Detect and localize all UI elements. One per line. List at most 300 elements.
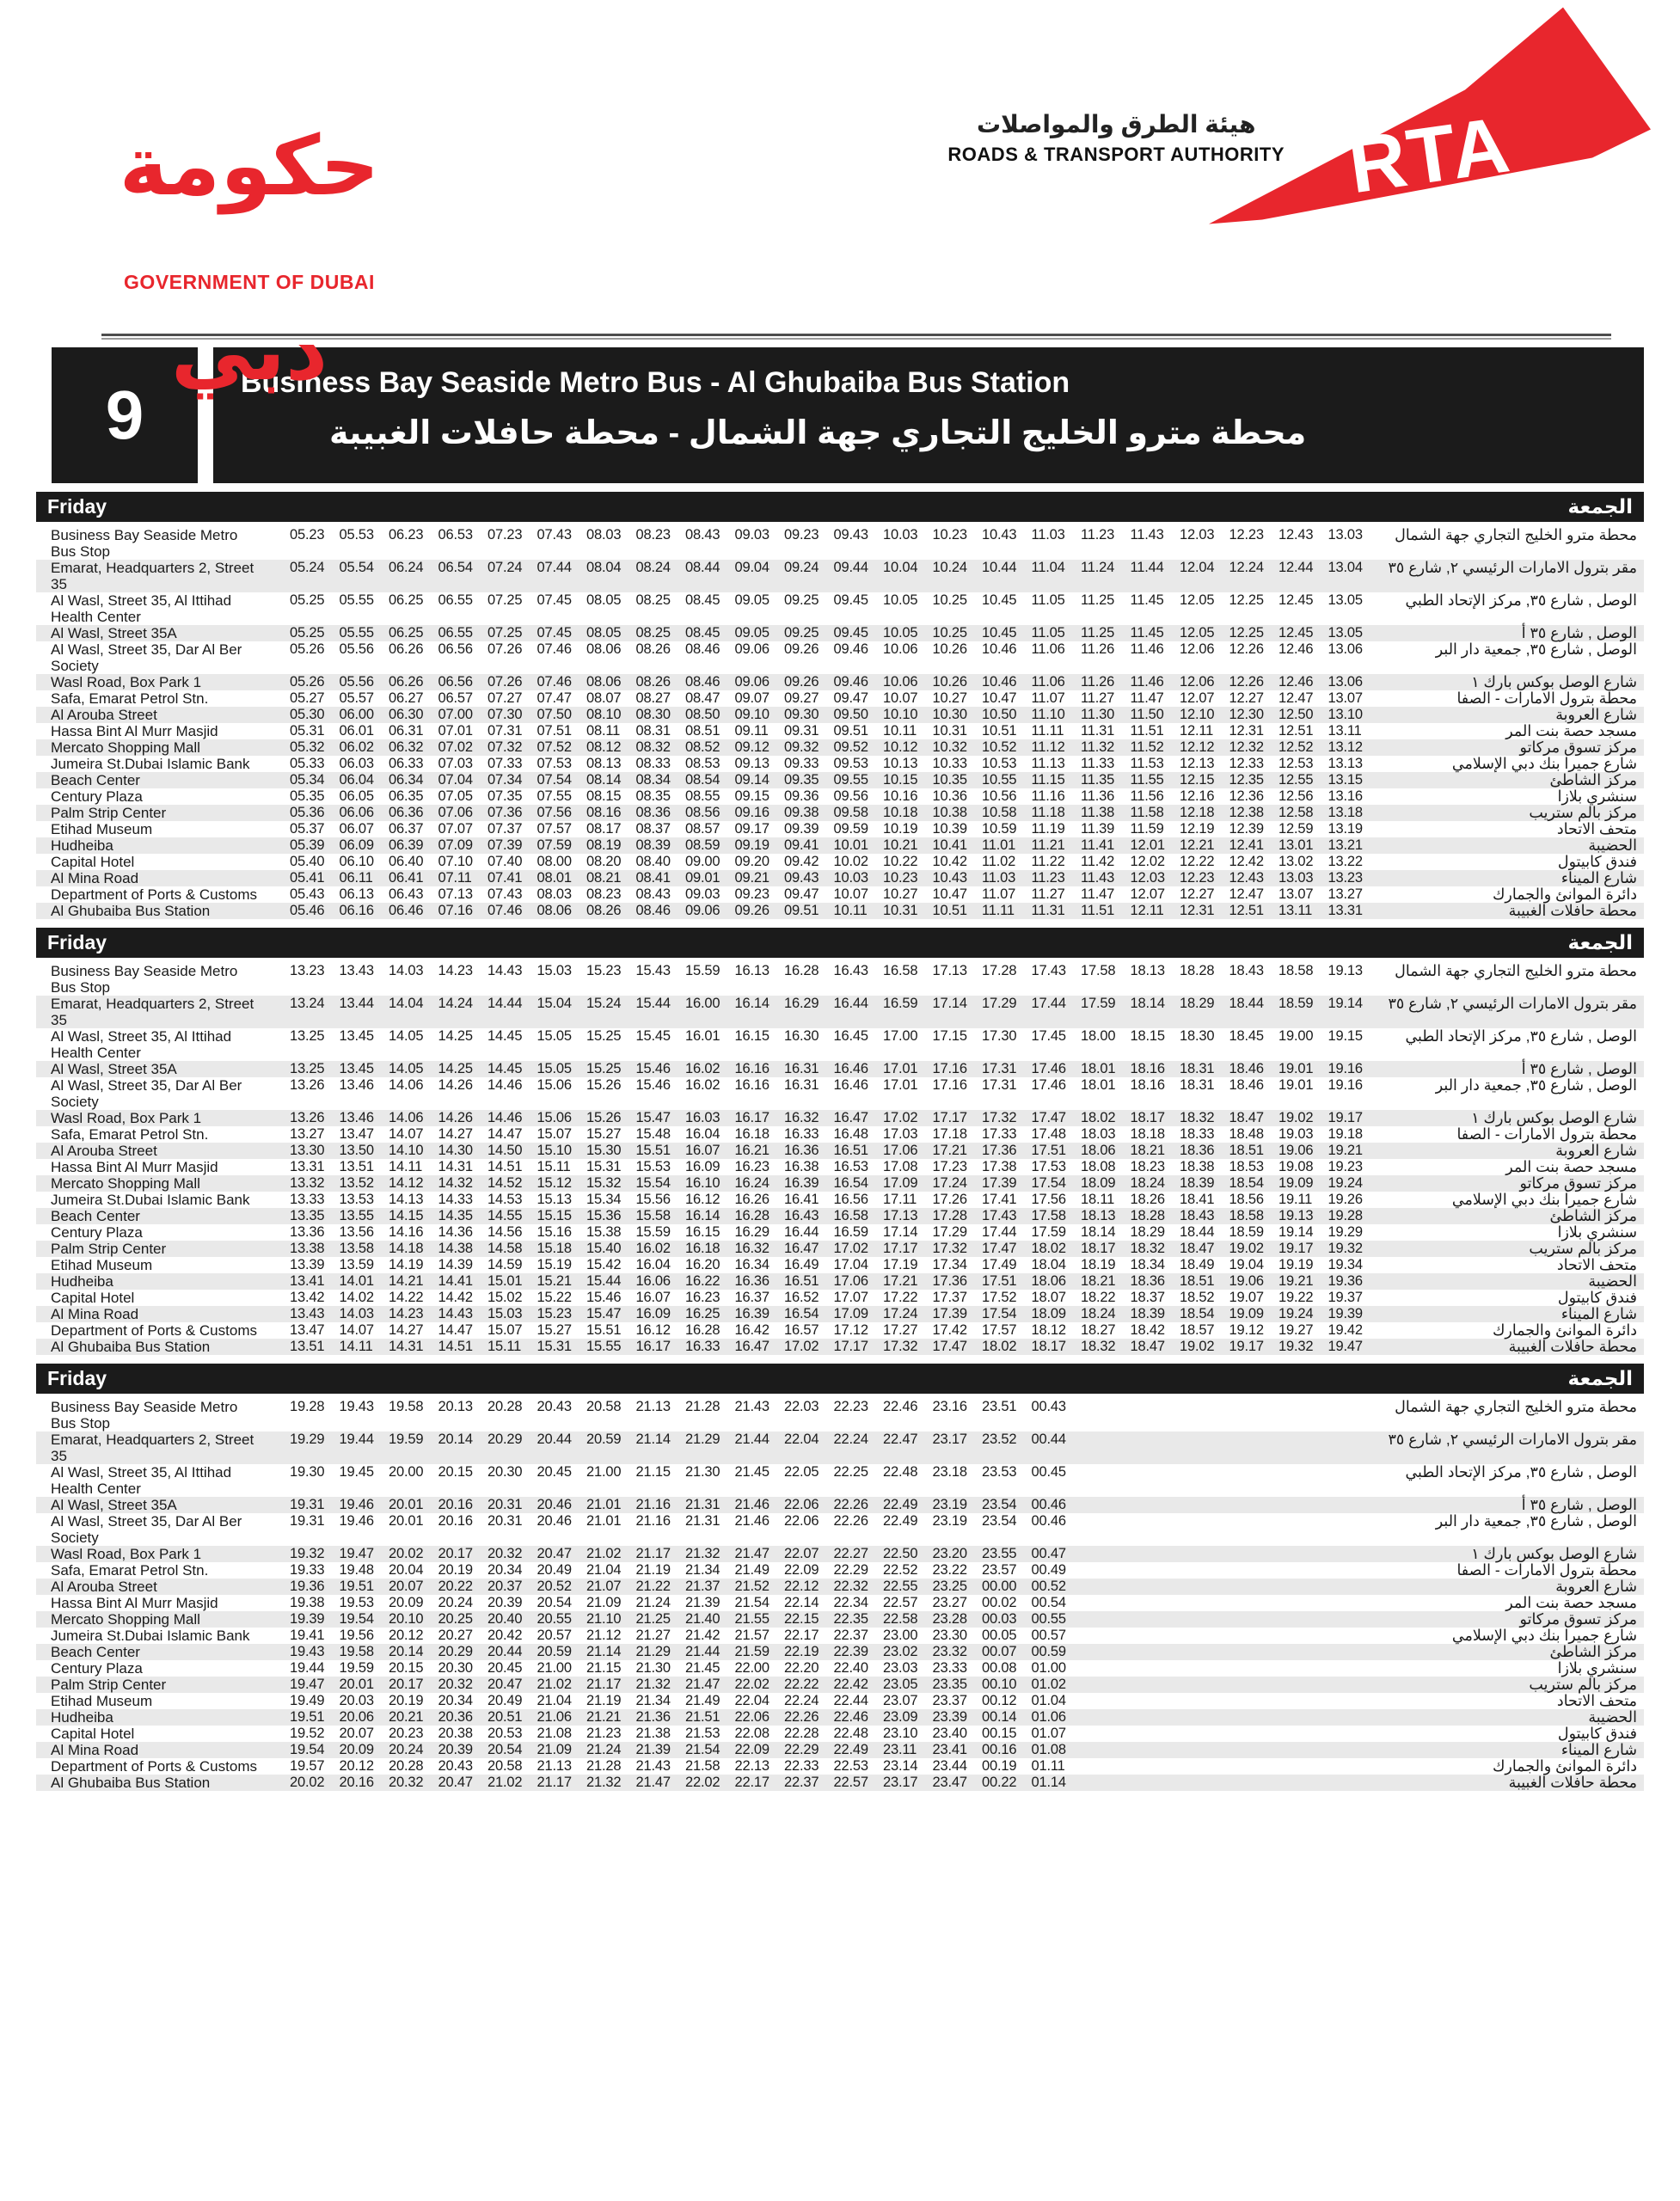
stop-name-en: Wasl Road, Box Park 1 (51, 674, 202, 690)
time-cell: 07.10 (438, 854, 473, 869)
table-row (36, 1464, 1644, 1497)
time-cell: 09.23 (734, 886, 769, 902)
time-cell: 09.59 (833, 821, 868, 837)
time-cell: 21.19 (586, 1693, 622, 1708)
time-cell: 12.18 (1180, 805, 1215, 820)
time-cell: 16.54 (833, 1175, 868, 1191)
time-cell: 16.57 (784, 1322, 819, 1338)
time-cell: 16.09 (635, 1306, 671, 1321)
time-cell: 17.38 (982, 1159, 1017, 1174)
time-cells (290, 690, 1378, 707)
time-cell: 17.49 (982, 1257, 1017, 1272)
time-cell: 20.54 (487, 1742, 523, 1757)
time-cell: 06.37 (389, 821, 424, 837)
time-cell: 16.31 (784, 1077, 819, 1093)
time-cell: 11.43 (1081, 870, 1115, 886)
stop-name-en: Al Arouba Street (51, 1579, 157, 1595)
time-cell: 01.04 (1031, 1693, 1066, 1708)
time-cell: 07.45 (536, 592, 572, 608)
time-cells (290, 1628, 1378, 1644)
time-cell: 09.03 (685, 886, 720, 902)
time-cell: 23.44 (932, 1758, 967, 1774)
time-cell: 11.06 (1031, 641, 1065, 657)
time-cell: 15.11 (536, 1159, 571, 1174)
time-cell: 23.17 (932, 1432, 967, 1447)
stop-name-en: Palm Strip Center (51, 805, 167, 821)
table-row (36, 805, 1644, 821)
table-row (36, 674, 1644, 690)
time-cell: 22.15 (784, 1611, 819, 1627)
time-cell: 20.34 (438, 1693, 473, 1708)
time-cell: 17.15 (932, 1028, 967, 1044)
table-row (36, 1257, 1644, 1273)
time-cell: 10.25 (932, 592, 967, 608)
table-row (36, 1742, 1644, 1758)
time-cell: 11.33 (1081, 756, 1115, 771)
time-cells (290, 1677, 1378, 1693)
time-cell: 18.45 (1229, 1028, 1264, 1044)
time-cell: 10.39 (932, 821, 967, 837)
time-cell: 12.13 (1180, 756, 1215, 771)
time-cell: 12.43 (1278, 527, 1314, 543)
time-cell: 00.54 (1031, 1595, 1066, 1610)
time-cell: 00.44 (1031, 1432, 1066, 1447)
time-cell: 09.38 (784, 805, 819, 820)
timetable-rows (36, 963, 1644, 1355)
time-cell: 10.12 (883, 739, 918, 755)
time-cell: 06.10 (339, 854, 374, 869)
time-cell: 20.23 (389, 1726, 424, 1741)
time-cells (290, 739, 1378, 756)
time-cell: 20.46 (536, 1513, 572, 1529)
time-cell: 20.12 (389, 1628, 424, 1643)
time-cell: 12.44 (1278, 560, 1314, 575)
time-cell: 22.08 (734, 1726, 769, 1741)
stop-name-en: Al Wasl, Street 35, Dar Al Ber Society (51, 1513, 242, 1546)
time-cell: 08.05 (586, 592, 622, 608)
time-cell: 00.55 (1031, 1611, 1066, 1627)
time-cells (290, 592, 1378, 609)
time-cell: 21.01 (586, 1513, 622, 1529)
time-cell: 11.35 (1081, 772, 1115, 788)
time-cell: 17.06 (833, 1273, 868, 1289)
time-cell: 06.25 (389, 592, 424, 608)
stop-name-en: Safa, Emarat Petrol Stn. (51, 1126, 209, 1143)
time-cell: 21.14 (586, 1644, 622, 1659)
time-cell: 11.46 (1130, 641, 1164, 657)
time-cell: 09.30 (784, 707, 819, 722)
time-cell: 18.31 (1180, 1077, 1215, 1093)
time-cell: 13.59 (339, 1257, 374, 1272)
time-cell: 21.24 (586, 1742, 622, 1757)
time-cell: 19.39 (1327, 1306, 1363, 1321)
time-cell: 16.37 (734, 1290, 769, 1305)
stop-name-en: Hassa Bint Al Murr Masjid (51, 723, 218, 739)
time-cell: 18.17 (1130, 1110, 1165, 1125)
time-cell: 19.42 (1327, 1322, 1363, 1338)
time-cell: 17.36 (982, 1143, 1017, 1158)
stop-name-en: Capital Hotel (51, 854, 135, 870)
time-cell: 09.10 (734, 707, 769, 722)
table-row (36, 870, 1644, 886)
time-cell: 19.17 (1229, 1339, 1264, 1354)
time-cell: 11.53 (1130, 756, 1164, 771)
time-cell: 16.28 (784, 963, 819, 978)
stop-name-en: Business Bay Seaside Metro Bus Stop (51, 1399, 238, 1432)
time-cell: 19.59 (339, 1660, 374, 1676)
stop-name-ar: الوصل , شارع ٣٥, مركز الإتحاد الطبي (1405, 1027, 1637, 1045)
stop-name-en: Al Mina Road (51, 870, 139, 886)
time-cell: 10.51 (982, 723, 1017, 739)
stop-name-ar: محطة بترول الامارات - الصفا (1456, 1125, 1637, 1143)
stop-name-en: Hudheiba (51, 1709, 113, 1726)
table-row (36, 854, 1644, 870)
time-cell: 14.46 (487, 1110, 523, 1125)
time-cell: 14.51 (438, 1339, 473, 1354)
time-cell: 05.56 (339, 674, 374, 690)
time-cell: 08.25 (635, 625, 671, 641)
time-cell: 23.11 (883, 1742, 917, 1757)
time-cells (290, 1611, 1378, 1628)
time-cell: 17.01 (883, 1061, 918, 1076)
table-row (36, 723, 1644, 739)
time-cell: 17.54 (982, 1306, 1017, 1321)
time-cell: 20.14 (389, 1644, 424, 1659)
time-cell: 12.11 (1130, 903, 1164, 918)
time-cell: 22.50 (883, 1546, 918, 1561)
time-cell: 15.51 (586, 1322, 622, 1338)
time-cell: 23.05 (883, 1677, 918, 1692)
time-cell: 11.31 (1031, 903, 1065, 918)
time-cell: 14.52 (487, 1175, 523, 1191)
time-cell: 10.26 (932, 674, 967, 690)
time-cell: 15.06 (536, 1110, 572, 1125)
time-cell: 20.45 (536, 1464, 572, 1480)
time-cell: 09.55 (833, 772, 868, 788)
time-cell: 20.32 (487, 1546, 523, 1561)
time-cell: 13.12 (1327, 739, 1363, 755)
time-cells (290, 963, 1378, 979)
table-row (36, 1758, 1644, 1775)
time-cell: 17.22 (883, 1290, 918, 1305)
time-cell: 09.11 (734, 723, 769, 739)
time-cell: 06.36 (389, 805, 424, 820)
timetable-sections (0, 492, 1680, 1791)
time-cells (290, 1273, 1378, 1290)
time-cell: 06.06 (339, 805, 374, 820)
time-cell: 14.41 (438, 1273, 473, 1289)
time-cell: 10.25 (932, 625, 967, 641)
time-cell: 13.27 (1327, 886, 1363, 902)
time-cell: 18.02 (982, 1339, 1017, 1354)
time-cell: 13.03 (1327, 527, 1363, 543)
time-cell: 17.09 (833, 1306, 868, 1321)
time-cell: 19.16 (1327, 1061, 1363, 1076)
stop-name-ar: متحف الاتحاد (1556, 1256, 1637, 1273)
time-cell: 18.53 (1229, 1159, 1264, 1174)
time-cell: 08.46 (685, 641, 720, 657)
time-cell: 22.48 (833, 1726, 868, 1741)
time-cell: 15.25 (586, 1028, 622, 1044)
time-cell: 22.14 (784, 1595, 819, 1610)
time-cell: 09.21 (734, 870, 769, 886)
time-cell: 06.13 (339, 886, 374, 902)
time-cell: 22.17 (784, 1628, 819, 1643)
time-cell: 07.55 (536, 788, 572, 804)
time-cell: 16.04 (685, 1126, 720, 1142)
time-cell: 09.14 (734, 772, 769, 788)
time-cell: 20.14 (438, 1432, 473, 1447)
table-row (36, 1208, 1644, 1224)
time-cell: 07.44 (536, 560, 572, 575)
time-cell: 20.16 (438, 1497, 473, 1512)
time-cell: 18.21 (1130, 1143, 1165, 1158)
time-cell: 19.01 (1278, 1061, 1314, 1076)
time-cell: 12.51 (1278, 723, 1314, 739)
time-cell: 19.03 (1278, 1126, 1314, 1142)
header-divider (101, 334, 1611, 340)
time-cell: 09.33 (784, 756, 819, 771)
time-cell: 22.29 (784, 1742, 819, 1757)
table-row (36, 1726, 1644, 1742)
time-cell: 16.02 (685, 1061, 720, 1076)
time-cell: 16.58 (883, 963, 918, 978)
time-cells (290, 805, 1378, 821)
time-cell: 18.51 (1229, 1143, 1264, 1158)
time-cell: 17.39 (932, 1306, 967, 1321)
stop-name-ar: الحضيبة (1588, 1708, 1637, 1726)
time-cell: 15.32 (586, 1175, 622, 1191)
time-cells (290, 821, 1378, 837)
time-cell: 16.29 (784, 996, 819, 1011)
time-cell: 23.28 (932, 1611, 967, 1627)
time-cell: 19.24 (1278, 1306, 1314, 1321)
time-cell: 18.02 (1031, 1241, 1066, 1256)
time-cell: 06.53 (438, 527, 473, 543)
time-cell: 19.22 (1278, 1290, 1314, 1305)
time-cell: 01.11 (1031, 1758, 1065, 1774)
time-cell: 11.41 (1081, 837, 1115, 853)
time-cell: 22.03 (784, 1399, 819, 1414)
time-cell: 13.26 (290, 1077, 325, 1093)
time-cell: 13.01 (1278, 837, 1314, 853)
time-cell: 22.07 (784, 1546, 819, 1561)
time-cell: 12.04 (1180, 560, 1215, 575)
time-cell: 11.39 (1081, 821, 1115, 837)
time-cell: 11.26 (1081, 641, 1115, 657)
time-cell: 21.52 (734, 1579, 769, 1594)
time-cell: 05.35 (290, 788, 325, 804)
time-cell: 22.19 (784, 1644, 819, 1659)
time-cell: 18.52 (1180, 1290, 1215, 1305)
time-cell: 14.23 (438, 963, 473, 978)
time-cells (290, 756, 1378, 772)
time-cell: 16.16 (734, 1061, 769, 1076)
time-cell: 20.43 (536, 1399, 572, 1414)
time-cell: 20.29 (487, 1432, 523, 1447)
time-cell: 08.27 (635, 690, 671, 706)
time-cell: 06.35 (389, 788, 424, 804)
time-cell: 10.03 (883, 527, 918, 543)
stop-name-ar: شارع الوصل بوكس بارك ١ (1471, 1109, 1637, 1126)
time-cell: 05.54 (339, 560, 374, 575)
time-cell: 19.54 (290, 1742, 325, 1757)
time-cell: 09.43 (833, 527, 868, 543)
time-cell: 15.13 (536, 1192, 572, 1207)
time-cell: 08.26 (635, 641, 671, 657)
time-cell: 17.17 (883, 1241, 918, 1256)
time-cell: 18.54 (1180, 1306, 1215, 1321)
time-cell: 09.45 (833, 592, 868, 608)
time-cell: 17.17 (833, 1339, 868, 1354)
time-cells (290, 641, 1378, 658)
table-row (36, 707, 1644, 723)
time-cell: 16.18 (734, 1126, 769, 1142)
time-cell: 09.32 (784, 739, 819, 755)
time-cell: 11.43 (1130, 527, 1164, 543)
stop-name-ar: شارع الميناء (1560, 869, 1637, 886)
time-cell: 11.24 (1081, 560, 1115, 575)
time-cell: 22.49 (833, 1742, 868, 1757)
stop-name-ar: مسجد حصة بنت المر (1505, 722, 1637, 739)
time-cell: 20.15 (389, 1660, 424, 1676)
time-cell: 06.33 (389, 756, 424, 771)
stop-name-en: Capital Hotel (51, 1290, 135, 1306)
day-label-en: Friday (47, 931, 107, 953)
time-cell: 14.42 (438, 1290, 473, 1305)
time-cell: 15.18 (536, 1241, 572, 1256)
time-cell: 15.31 (586, 1159, 622, 1174)
time-cell: 16.58 (833, 1208, 868, 1223)
stop-name-en: Al Wasl, Street 35A (51, 1061, 177, 1077)
time-cell: 14.50 (487, 1143, 523, 1158)
time-cell: 20.58 (487, 1758, 523, 1774)
time-cell: 16.21 (734, 1143, 769, 1158)
time-cells (290, 1546, 1378, 1562)
time-cell: 16.28 (685, 1322, 720, 1338)
stop-name-en: Mercato Shopping Mall (51, 739, 200, 756)
time-cell: 09.15 (734, 788, 769, 804)
stop-name-en: Business Bay Seaside Metro Bus Stop (51, 963, 238, 996)
time-cell: 00.57 (1031, 1628, 1066, 1643)
time-cell: 21.29 (685, 1432, 720, 1447)
time-cell: 17.59 (1031, 1224, 1066, 1240)
time-cell: 16.46 (833, 1077, 868, 1093)
time-cell: 16.18 (685, 1241, 720, 1256)
time-cell: 20.44 (536, 1432, 572, 1447)
time-cell: 13.06 (1327, 674, 1363, 690)
table-row (36, 527, 1644, 560)
time-cell: 18.43 (1180, 1208, 1215, 1223)
time-cell: 12.32 (1229, 739, 1264, 755)
time-cell: 12.15 (1180, 772, 1215, 788)
time-cell: 21.47 (734, 1546, 769, 1561)
time-cell: 21.40 (685, 1611, 720, 1627)
table-row (36, 1709, 1644, 1726)
time-cell: 10.18 (883, 805, 918, 820)
time-cell: 13.43 (290, 1306, 325, 1321)
table-row (36, 592, 1644, 625)
time-cell: 12.41 (1229, 837, 1264, 853)
time-cell: 00.45 (1031, 1464, 1066, 1480)
time-cell: 21.53 (685, 1726, 720, 1741)
time-cell: 09.44 (833, 560, 868, 575)
time-cell: 18.59 (1229, 1224, 1264, 1240)
time-cell: 10.16 (883, 788, 918, 804)
rta-name-english: ROADS & TRANSPORT AUTHORITY (947, 144, 1285, 165)
time-cell: 06.41 (389, 870, 424, 886)
time-cell: 12.07 (1130, 886, 1165, 902)
time-cell: 11.38 (1081, 805, 1115, 820)
time-cell: 09.31 (784, 723, 819, 739)
time-cell: 16.39 (734, 1306, 769, 1321)
time-cell: 18.30 (1180, 1028, 1215, 1044)
stop-name-ar: شارع جميرا بنك دبي الإسلامي (1451, 1191, 1637, 1208)
time-cell: 21.21 (586, 1709, 622, 1725)
time-cell: 09.06 (734, 674, 769, 690)
time-cell: 18.17 (1081, 1241, 1116, 1256)
time-cell: 18.15 (1130, 1028, 1165, 1044)
time-cell: 08.46 (635, 903, 671, 918)
time-cell: 21.28 (586, 1758, 622, 1774)
rta-logo-icon (1209, 0, 1656, 228)
stop-name-en: Emarat, Headquarters 2, Street 35 (51, 996, 254, 1028)
time-cell: 22.32 (833, 1579, 868, 1594)
time-cell: 10.23 (883, 870, 918, 886)
time-cell: 15.55 (586, 1339, 622, 1354)
time-cell: 14.16 (389, 1224, 424, 1240)
time-cell: 09.26 (734, 903, 769, 918)
stop-name-en: Al Arouba Street (51, 1143, 157, 1159)
time-cell: 19.32 (290, 1546, 325, 1561)
stop-name-ar: مركز بالم ستريب (1529, 1676, 1637, 1693)
time-cell: 15.59 (635, 1224, 671, 1240)
day-label-en: Friday (47, 495, 107, 518)
time-cell: 23.52 (982, 1432, 1017, 1447)
time-cell: 18.46 (1229, 1077, 1264, 1093)
time-cell: 21.17 (536, 1775, 572, 1790)
time-cell: 17.21 (932, 1143, 967, 1158)
time-cell: 14.26 (438, 1077, 473, 1093)
time-cell: 07.56 (536, 805, 572, 820)
time-cell: 08.19 (586, 837, 622, 853)
time-cell: 19.02 (1278, 1110, 1314, 1125)
time-cell: 17.47 (1031, 1110, 1066, 1125)
time-cell: 00.43 (1031, 1399, 1066, 1414)
time-cell: 11.07 (982, 886, 1016, 902)
time-cell: 18.56 (1229, 1192, 1264, 1207)
time-cell: 19.27 (1278, 1322, 1314, 1338)
time-cell: 01.07 (1031, 1726, 1066, 1741)
time-cell: 12.51 (1229, 903, 1264, 918)
time-cell: 23.14 (883, 1758, 918, 1774)
time-cell: 14.05 (389, 1061, 424, 1076)
time-cell: 23.22 (932, 1562, 967, 1578)
time-cell: 22.00 (734, 1660, 769, 1676)
time-cell: 18.18 (1130, 1126, 1165, 1142)
time-cell: 16.49 (784, 1257, 819, 1272)
time-cell: 18.47 (1180, 1241, 1215, 1256)
time-cell: 20.01 (339, 1677, 374, 1692)
time-cell: 18.08 (1081, 1159, 1116, 1174)
time-cell: 14.07 (339, 1322, 374, 1338)
time-cells (290, 1742, 1378, 1758)
time-cell: 12.56 (1278, 788, 1314, 804)
time-cell: 10.46 (982, 674, 1017, 690)
time-cell: 10.47 (932, 886, 967, 902)
time-cell: 21.47 (635, 1775, 671, 1790)
time-cell: 18.28 (1130, 1208, 1165, 1223)
